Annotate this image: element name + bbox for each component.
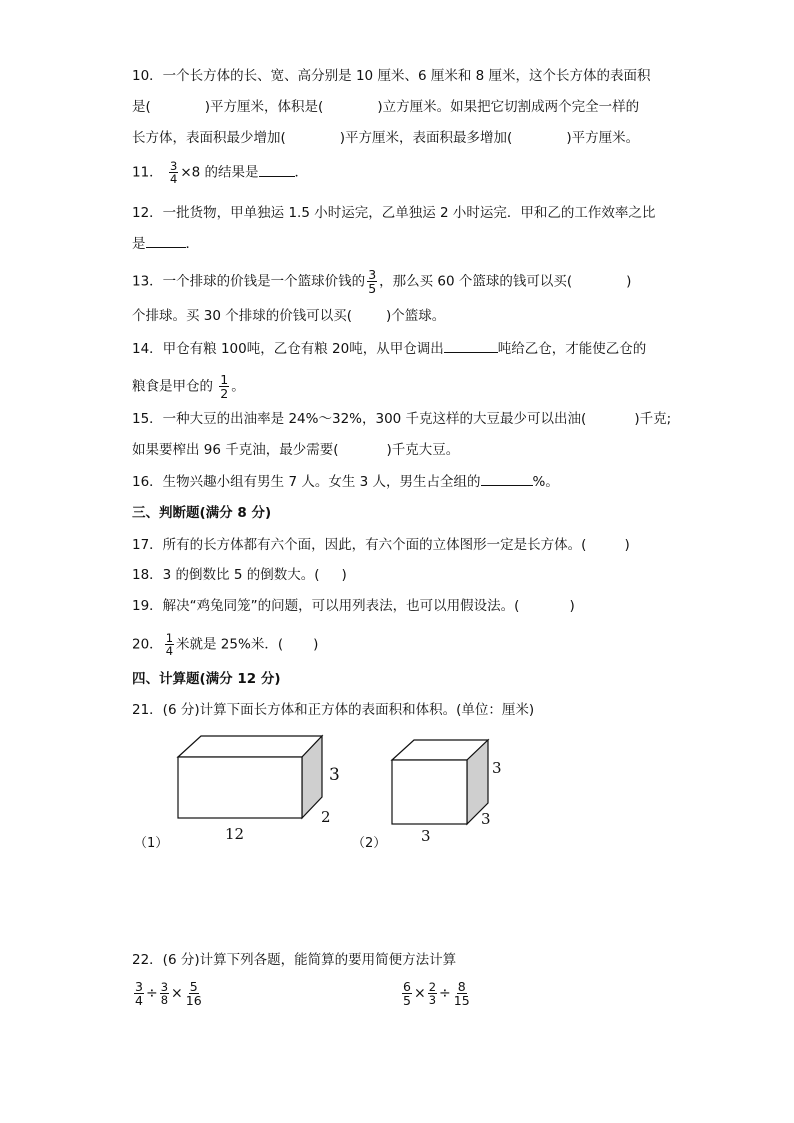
expression-2 <box>400 980 473 1007</box>
dimension-label: 3 <box>421 827 431 845</box>
q19-text: ) <box>569 598 575 614</box>
fraction-numerator: 6 <box>403 979 411 994</box>
q19-text: 19．解决“鸡兔同笼”的问题，可以用列表法，也可以用假设法。( <box>132 598 520 614</box>
q14-text: 14．甲仓有粮 100吨，乙仓有粮 20吨，从甲仓调出 <box>132 341 444 357</box>
section-heading: 四、计算题(满分 12 分) <box>132 671 281 687</box>
section-heading: 三、判断题(满分 8 分) <box>132 505 272 521</box>
q14-text: 粮食是甲仓的 <box>132 378 213 395</box>
operator: × <box>171 985 183 1002</box>
q22-text: 22．(6 分)计算下列各题，能简算的要用简便方法计算 <box>132 952 457 968</box>
dimension-label: 12 <box>225 825 245 843</box>
fraction-numerator: 2 <box>428 980 437 994</box>
q15-text: 如果要榨出 96 千克油，最少需要( <box>132 442 339 458</box>
q10-text: )立方厘米。如果把它切割成两个完全一样的 <box>377 99 640 115</box>
operator: ÷ <box>439 985 451 1002</box>
cube-front-face <box>392 760 467 824</box>
dimension-label: 3 <box>329 765 340 785</box>
q11-number: 11． <box>132 164 163 181</box>
q14-text: 吨给乙仓，才能使乙仓的 <box>497 341 647 357</box>
cuboid-front-face <box>178 757 302 818</box>
q18-text: 18．3 的倒数比 5 的倒数大。( <box>132 567 320 583</box>
fraction-denominator: 16 <box>185 993 202 1008</box>
fraction-numerator: 3 <box>135 979 143 994</box>
q16-text: 16．生物兴趣小组有男生 7 人。女生 3 人，男生占全组的 <box>132 474 481 490</box>
fraction-numerator: 5 <box>189 979 198 994</box>
q17-text: ) <box>624 537 630 553</box>
dimension-label: 2 <box>321 808 331 826</box>
q10-text: 是( <box>132 99 151 115</box>
q17-text: 17．所有的长方体都有六个面，因此，有六个面的立体图形一定是长方体。( <box>132 537 587 553</box>
fraction <box>160 981 169 1006</box>
operator: ÷ <box>145 985 158 1002</box>
fraction-denominator: 4 <box>135 993 143 1008</box>
cuboid-top-face <box>178 736 322 757</box>
fraction <box>402 980 412 1007</box>
fraction-numerator: 3 <box>160 980 169 994</box>
q20-text: 米就是 25%米．( <box>176 636 284 653</box>
fraction-numerator: 1 <box>220 372 229 387</box>
q13-text: ，那么买 60 个篮球的钱可以买( <box>379 273 573 290</box>
q10-text: )平方厘米，体积是( <box>204 99 324 115</box>
fraction <box>428 981 437 1006</box>
q13-text: 个排球。买 30 个排球的价钱可以买( <box>132 308 353 324</box>
q20-text: ) <box>313 636 319 653</box>
fraction-numerator: 8 <box>457 979 466 994</box>
fraction-numerator: 1 <box>165 631 174 645</box>
q20-number: 20． <box>132 636 163 653</box>
q10-text: )平方厘米。 <box>566 130 640 146</box>
q12-text: ． <box>185 236 199 252</box>
q10-line1: 10．一个长方体的长、宽、高分别是 10 厘米、6 厘米和 8 厘米，这个长方体的表面积 <box>132 68 651 84</box>
dimension-label: 3 <box>481 810 491 828</box>
fraction-denominator: 8 <box>160 993 169 1007</box>
q11-end: ． <box>294 164 309 181</box>
fraction-denominator: 3 <box>428 993 437 1007</box>
fraction-denominator: 15 <box>453 993 470 1008</box>
q15-text: )千克大豆。 <box>386 442 460 458</box>
figure-label: （2） <box>352 836 387 851</box>
fraction-denominator: 5 <box>368 281 377 296</box>
q11-text: ×8 的结果是 <box>180 164 259 181</box>
dimension-label: 3 <box>492 759 502 777</box>
q13-text: ) <box>626 273 632 290</box>
q13-text: )个篮球。 <box>386 308 446 324</box>
q12-text: 是 <box>132 236 146 252</box>
q10-text: 长方体，表面积最少增加( <box>132 130 286 146</box>
q14-text: 。 <box>231 378 245 395</box>
fraction-denominator: 2 <box>220 386 229 401</box>
q16-text: %。 <box>532 474 559 490</box>
fraction-denominator: 5 <box>403 993 411 1008</box>
fraction-denominator: 4 <box>169 172 178 186</box>
expression-1 <box>132 980 205 1007</box>
q10-text: )平方厘米，表面积最多增加( <box>339 130 513 146</box>
fraction-numerator: 3 <box>169 159 178 173</box>
q18-text: ) <box>341 567 347 583</box>
q12-line1: 12．一批货物，甲单独运 1.5 小时运完，乙单独运 2 小时运完．甲和乙的工作效率之比 <box>132 205 656 221</box>
fraction-denominator: 4 <box>165 644 174 658</box>
cuboid-figure <box>178 736 322 818</box>
fraction <box>185 980 203 1007</box>
operator: × <box>413 985 426 1002</box>
q15-text: 15．一种大豆的出油率是 24%～32%，300 千克这样的大豆最少可以出油( <box>132 411 587 427</box>
q13-text: 13．一个排球的价钱是一个篮球价钱的 <box>132 273 366 290</box>
fraction <box>134 980 144 1007</box>
q15-text: )千克; <box>634 411 672 427</box>
fraction <box>453 980 471 1007</box>
fraction-numerator: 3 <box>368 267 377 282</box>
q21-text: 21．(6 分)计算下面长方体和正方体的表面积和体积。(单位：厘米) <box>132 702 535 718</box>
cube-figure <box>392 740 488 824</box>
figure-label: （1） <box>134 836 169 851</box>
